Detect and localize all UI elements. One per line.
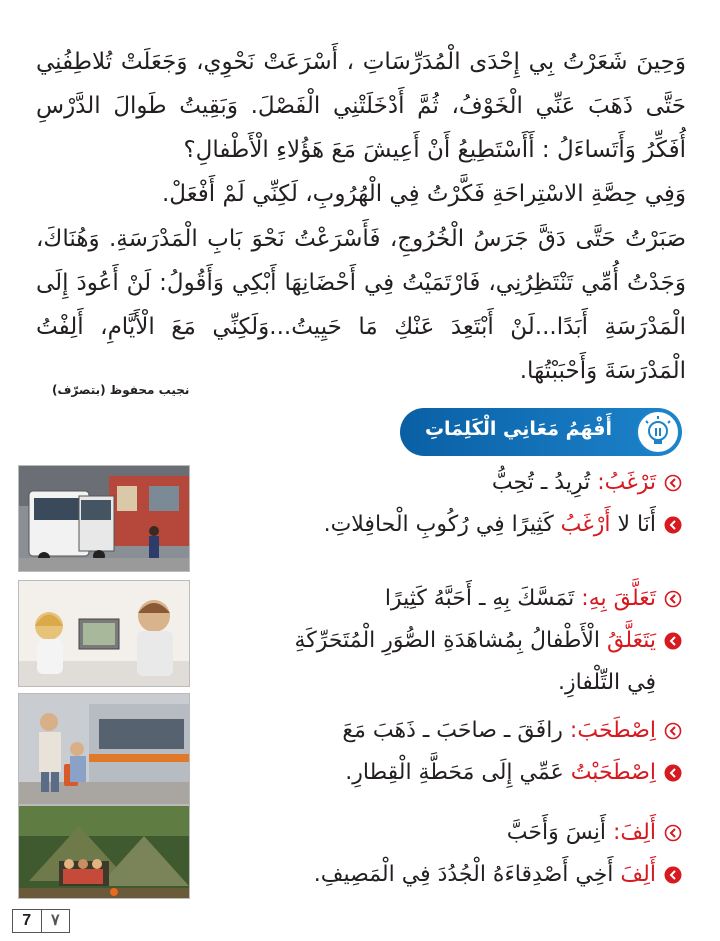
chevron-bullet-filled-icon xyxy=(664,866,682,884)
page-number-arabic: ٧ xyxy=(41,910,70,932)
vocab-meaning: رافَقَ ـ صاحَبَ ـ ذَهَبَ مَعَ xyxy=(342,718,563,743)
example-keyword: أَلِفَ xyxy=(620,861,656,887)
vocab-item-4 xyxy=(202,812,682,896)
chevron-bullet-filled-icon xyxy=(664,632,682,650)
chevron-bullet-icon xyxy=(664,474,682,492)
vocab-word-row: اِصْطَحَبَ : رافَقَ ـ صاحَبَ ـ ذَهَبَ مَعَ xyxy=(202,710,682,752)
example-keyword: يَتَعَلَّقُ xyxy=(606,627,656,653)
camping-photo xyxy=(18,805,190,899)
vocab-item-2 xyxy=(202,578,682,703)
passage-paragraph-1: وَحِينَ شَعَرْتُ بِي إِحْدَى الْمُدَرِّسَاتِ ، أَسْرَعَتْ نَحْوِي، وَجَعَلَتْ تُلاطِفُنِي حَتَّى ذَهَبَ عَنِّي الْخَوْفُ، ثُمَّ أَدْخَلَتْنِي الْفَصْلَ. وَبَقِيتُ طَوالَ الدَّرْسِ أُفَكِّرُ وَأَتَساءَلُ : أَأَسْتَطِيعُ أَنْ أَعِيشَ مَعَ هَؤُلاءِ الْأَطْفالِ؟ xyxy=(36,49,686,164)
example-text-line2: فِي التِّلْفازِ. xyxy=(557,669,656,695)
chevron-bullet-icon xyxy=(664,722,682,740)
chevron-bullet-icon xyxy=(664,824,682,842)
example-keyword: أَرْغَبُ xyxy=(560,511,611,537)
bus-photo xyxy=(18,465,190,572)
passage-paragraph-3: صَبَرْتُ حَتَّى دَقَّ جَرَسُ الْخُرُوجِ، فَأَسْرَعْتُ نَحْوَ بَابِ الْمَدْرَسَةِ. وَهُنَاكَ، وَجَدْتُ أُمِّي تَنْتَظِرُنِي، فَارْتَمَيْتُ فِي أَحْضَانِهَا أَبْكِي وَأَقُولُ: لَنْ أَعُودَ إِلَى الْمَدْرَسَةِ أَبَدًا...لَنْ أَبْتَعِدَ عَنْكِ مَا حَيِيتُ...وَلَكِنِّي مَعَ الْأَيَّامِ، أَلِفْتُ الْمَدْرَسَةَ وَأَحْبَبْتُهَا. xyxy=(36,225,686,385)
example-text-after: عَمِّي إِلَى مَحَطَّةِ الْقِطارِ. xyxy=(345,759,571,785)
vocab-meaning: تُرِيدُ ـ تُحِبُّ xyxy=(491,470,591,495)
vocab-example-row xyxy=(202,854,682,896)
vocab-word: اِصْطَحَبَ xyxy=(577,718,656,743)
vocab-item-1 xyxy=(202,462,682,546)
example-text-after: كَثِيرًا فِي رُكُوبِ الْحافِلاتِ. xyxy=(323,511,561,537)
vocab-word: أَلِفَ xyxy=(620,820,656,845)
lightbulb-icon xyxy=(636,410,680,454)
vocab-word: تَرْغَبُ xyxy=(604,470,656,495)
vocab-item-3 xyxy=(202,710,682,794)
author-credit: نجيب محفوظ (بتصرّف) xyxy=(52,383,190,397)
vocab-meaning: تَمَسَّكَ بِهِ ـ أَحَبَّهُ كَثِيرًا xyxy=(384,586,575,611)
vocab-example-row-2 xyxy=(202,662,682,704)
chevron-bullet-filled-icon xyxy=(664,516,682,534)
vocab-word: تَعَلَّقَ بِهِ xyxy=(588,586,656,611)
train-station-photo xyxy=(18,693,190,805)
page-number xyxy=(12,909,70,933)
chevron-bullet-icon xyxy=(664,590,682,608)
section-title: أَفْهَمُ مَعَانِي الْكَلِمَاتِ xyxy=(424,418,612,440)
vocab-example-row xyxy=(202,620,682,662)
vocab-example-row xyxy=(202,752,682,794)
example-text-after: أَخِي أَصْدِقاءَهُ الْجُدُدَ فِي الْمَصِيفِ. xyxy=(313,861,621,887)
vocab-word-row: أَلِفَ : أَنِسَ وَأَحَبَّ xyxy=(202,812,682,854)
vocab-word-row: تَعَلَّقَ بِهِ : تَمَسَّكَ بِهِ ـ أَحَبَّهُ كَثِيرًا xyxy=(202,578,682,620)
example-keyword: اِصْطَحَبْتُ xyxy=(570,759,656,785)
example-text-before: أَنَا لا xyxy=(610,511,656,537)
vocab-meaning: أَنِسَ وَأَحَبَّ xyxy=(506,820,606,845)
children-tv-photo xyxy=(18,580,190,687)
passage-paragraph-2: وَفِي حِصَّةِ الاسْتِراحَةِ فَكَّرْتُ فِي الْهُرُوبِ، لَكِنِّي لَمْ أَفْعَلْ. xyxy=(161,181,686,208)
vocab-example-row xyxy=(202,504,682,546)
section-header xyxy=(400,408,682,456)
reading-passage xyxy=(36,40,686,393)
vocab-word-row: تَرْغَبُ : تُرِيدُ ـ تُحِبُّ xyxy=(202,462,682,504)
page-number-latin: 7 xyxy=(22,912,32,929)
example-text-after: الْأَطْفالُ بِمُشاهَدَةِ الصُّوَرِ الْمُتَحَرِّكَةِ xyxy=(294,627,607,653)
chevron-bullet-filled-icon xyxy=(664,764,682,782)
